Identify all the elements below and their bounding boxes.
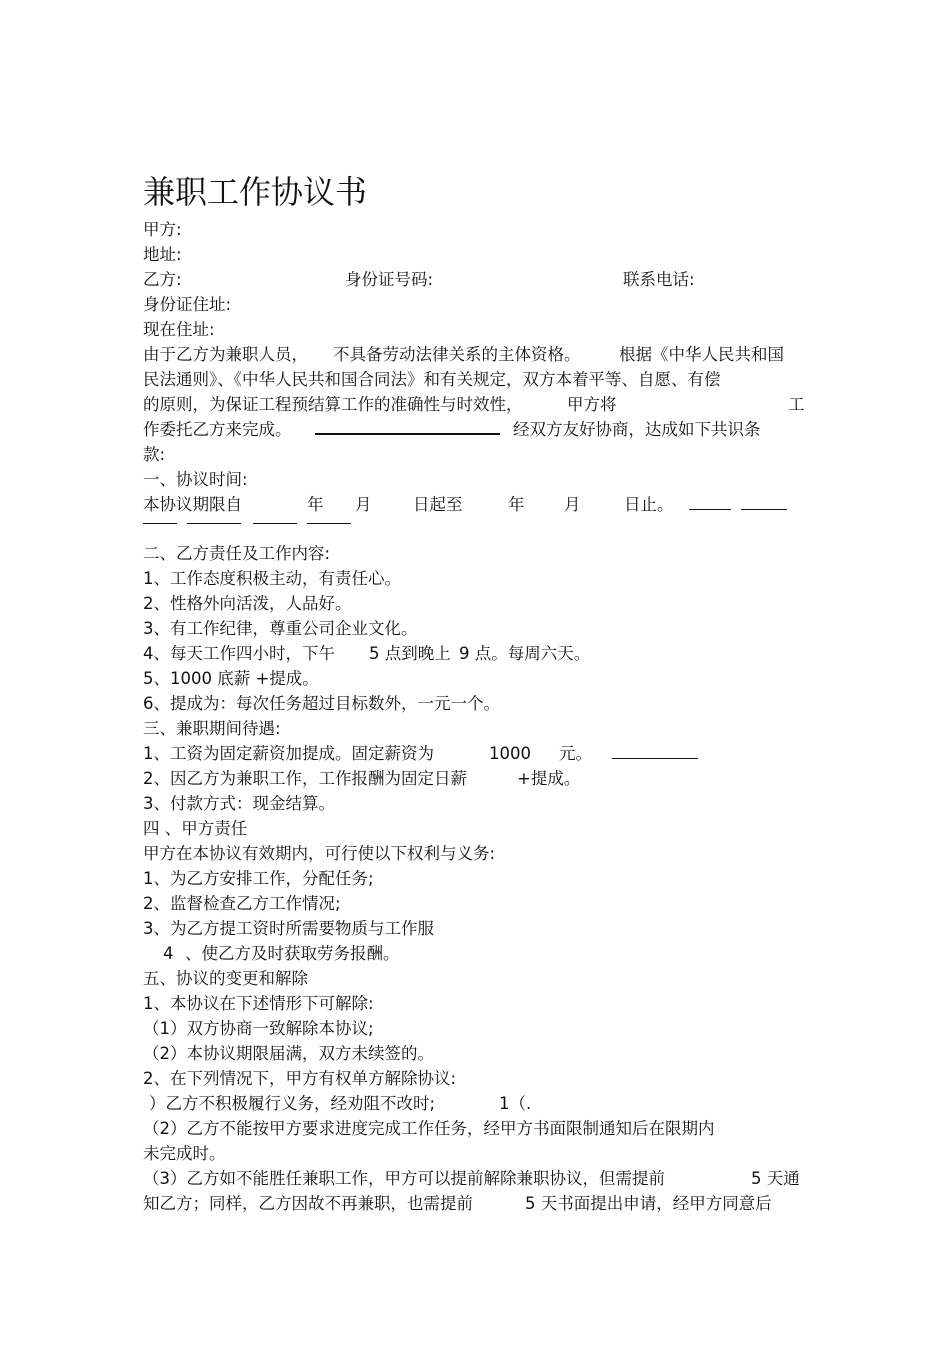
section-heading: 五、协议的变更和解除 [143,969,308,988]
list-item-text: 3、有工作纪律，尊重公司企业文化。 [143,619,418,638]
preamble-text: 的原则，为保证工程预结算工作的准确性与时效性， [143,395,523,414]
list-item-text: （2）本协议期限届满，双方未续签的。 [143,1044,434,1063]
list-item-text: 5 天书面提出申请，经甲方同意后 [525,1194,772,1213]
list-item-text: 、使乙方及时获取劳务报酬。 [185,944,400,963]
period-month-label: 月 [355,495,372,514]
list-item-text: 1、工资为固定薪资加提成。固定薪资为 [143,744,434,763]
list-item-text: （2）乙方不能按甲方要求进度完成工作任务，经甲方书面限制通知后在限期内 [143,1119,715,1138]
section-heading: 三、兼职期间待遇: [143,719,281,738]
preamble-text: 款: [143,445,166,464]
section-intro-text: 甲方在本协议有效期内，可行使以下权利与义务: [143,844,496,863]
preamble-text: 经双方友好协商，达成如下共识条 [513,420,761,439]
id-number-label: 身份证号码: [345,270,434,289]
list-item-text: 1（. [499,1094,532,1113]
document-title: 兼职工作协议书 [143,173,368,211]
list-item-text: 1、本协议在下述情形下可解除: [143,994,374,1013]
preamble-text: 工 [788,395,805,414]
list-item-text: 2、在下列情况下，甲方有权单方解除协议: [143,1069,457,1088]
blank-line [612,758,698,759]
list-item-text: 5、1000 底薪 +提成。 [143,669,319,688]
blank-line [307,523,351,524]
list-item-text: 5 点到晚上 [369,644,451,663]
list-item-text: +提成。 [517,769,581,788]
party-b-label: 乙方: [143,270,182,289]
blank-line [143,523,177,524]
list-item-text: 1、为乙方安排工作，分配任务; [143,869,374,888]
blank-line [689,509,731,510]
list-item-text: 知乙方；同样，乙方因故不再兼职，也需提前 [143,1194,473,1213]
list-item-text: 5 天通 [751,1169,800,1188]
preamble-text: 作委托乙方来完成。 [143,420,292,439]
list-item-text: （1）双方协商一致解除本协议; [143,1019,374,1038]
section-heading: 二、乙方责任及工作内容: [143,544,331,563]
list-item-text: 1、工作态度积极主动，有责任心。 [143,569,401,588]
preamble-text: 不具备劳动法律关系的主体资格。 [333,345,581,364]
list-item-text: 2、监督检查乙方工作情况; [143,894,341,913]
preamble-text: 民法通则》、《中华人民共和国合同法》和有关规定，双方本着平等、自愿、有偿 [143,370,721,389]
list-item-text: 2、因乙方为兼职工作，工作报酬为固定日薪 [143,769,467,788]
period-text: 本协议期限自 [143,495,242,514]
list-item-text: 4、每天工作四小时，下午 [143,644,335,663]
list-item-text: （3）乙方如不能胜任兼职工作，甲方可以提前解除兼职协议，但需提前 [143,1169,665,1188]
blank-line [253,523,297,524]
preamble-text: 根据《中华人民共和国 [619,345,784,364]
blank-line [741,509,787,510]
list-item-text: 3、为乙方提工资时所需要物质与工作服 [143,919,434,938]
list-item-text: 4 [163,944,174,963]
current-address-label: 现在住址: [143,320,215,339]
list-item-text: 6、提成为：每次任务超过目标数外，一元一个。 [143,694,500,713]
section-heading: 四 、甲方责任 [143,819,248,838]
blank-line [315,433,500,435]
list-item-text: 未完成时。 [143,1144,226,1163]
period-text: 日止。 [624,495,674,514]
preamble-text: 由于乙方为兼职人员， [143,345,308,364]
list-item-text: 9 点。每周六天。 [459,644,591,663]
id-address-label: 身份证住址: [143,295,232,314]
section-heading: 一、协议时间: [143,470,248,489]
period-year-label: 年 [307,495,324,514]
period-text: 日起至 [413,495,463,514]
address-label: 地址: [143,245,182,264]
list-item-text: ）乙方不积极履行义务，经劝阻不改时; [149,1094,436,1113]
preamble-text: 甲方将 [567,395,617,414]
period-month-label: 月 [564,495,581,514]
salary-amount: 1000 [489,744,531,763]
period-year-label: 年 [508,495,525,514]
party-a-label: 甲方: [143,220,182,239]
phone-label: 联系电话: [623,270,695,289]
list-item-text: 3、付款方式：现金结算。 [143,794,335,813]
list-item-text: 元。 [559,744,592,763]
list-item-text: 2、性格外向活泼，人品好。 [143,594,352,613]
blank-line [187,523,241,524]
